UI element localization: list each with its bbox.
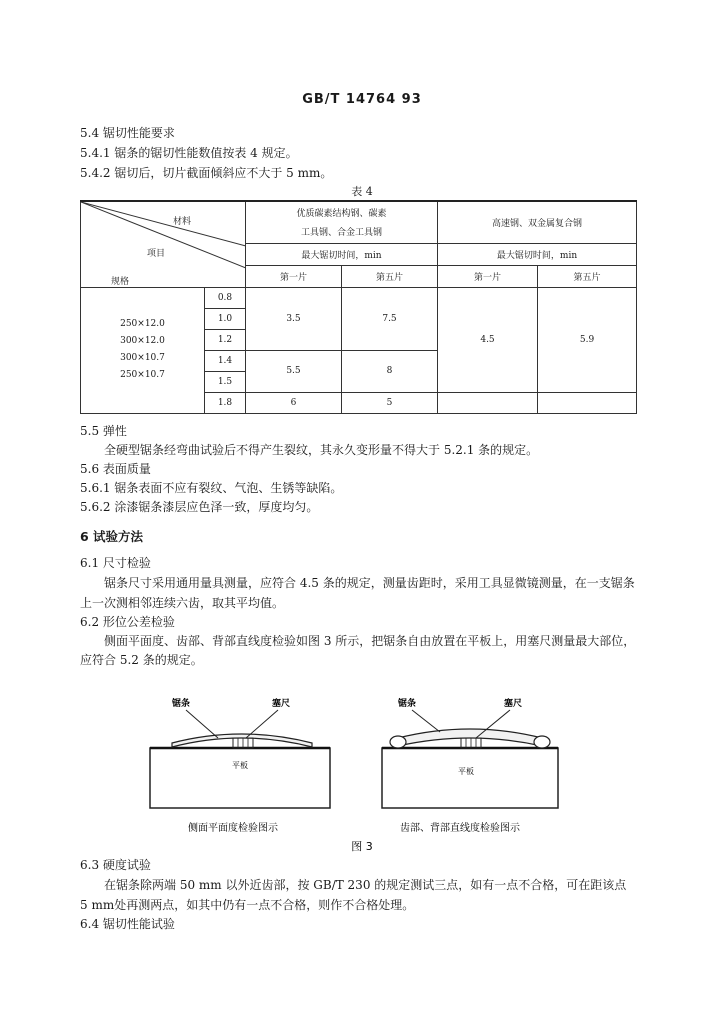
right-blade-end-left: [390, 736, 406, 748]
spec-cell: [81, 287, 205, 413]
value-cell: [538, 392, 637, 413]
section-6-4: 6.4 锯切性能试验: [80, 917, 175, 931]
diagonal-lines: [81, 202, 246, 288]
section-5-4-1: 5.4.1 锯条的锯切性能数值按表 4 规定。: [80, 146, 298, 160]
value-cell: 3.5: [246, 287, 342, 350]
left-plate: [150, 748, 330, 808]
section-6-1-text-1: 锯条尺寸采用通用量具测量，应符合 4.5 条的规定，测量齿距时，采用工具显微镜测量，在一支锯条: [104, 576, 635, 590]
left-caption: 侧面平面度检验图示: [188, 823, 278, 834]
value-cell: [438, 392, 538, 413]
g2-fifth-header: 第五片: [538, 265, 637, 287]
section-5-6-2: 5.6.2 涂漆锯条漆层应色泽一致，厚度均匀。: [80, 500, 319, 514]
section-5-5: 5.5 弹性: [80, 424, 127, 438]
value-cell: 4.5: [438, 287, 538, 392]
diagonal-header-cell: [81, 201, 246, 287]
section-5-6-1: 5.6.1 锯条表面不应有裂纹、气泡、生锈等缺陷。: [80, 481, 343, 495]
thickness-cell: 1.4: [205, 350, 246, 371]
g2-first-header: 第一片: [438, 265, 538, 287]
section-6-1-text-2: 上一次测相邻连续六齿，取其平均值。: [80, 596, 285, 610]
section-6-2-text-2: 应符合 5.2 条的规定。: [80, 653, 203, 667]
figure-caption: 图 3: [351, 840, 373, 853]
table-title: 表 4: [351, 185, 373, 198]
table-4: [80, 200, 637, 414]
group1-time-header: 最大锯切时间，min: [246, 243, 438, 265]
thickness-cell: 1.5: [205, 371, 246, 392]
thickness-cell: 1.8: [205, 392, 246, 413]
left-gauge-label: 塞尺: [272, 699, 291, 709]
value-cell: 7.5: [342, 287, 438, 350]
group2-header: 高速钢、双金属复合钢: [438, 201, 637, 243]
spec-item: 250×10.7: [120, 370, 165, 380]
section-6: 6 试验方法: [80, 529, 144, 544]
figure-3: [0, 690, 724, 860]
material-label: 材料: [173, 217, 192, 227]
value-cell: 5: [342, 392, 438, 413]
section-5-5-text: 全硬型锯条经弯曲试验后不得产生裂纹，其永久变形量不得大于 5.2.1 条的规定。: [104, 443, 539, 457]
right-illustration: [382, 697, 558, 834]
spec-label: 规格: [111, 277, 130, 287]
section-6-1: 6.1 尺寸检验: [80, 556, 151, 570]
group1-header-line-2: 工具钢、合金工具钢: [301, 228, 383, 239]
right-plate: [382, 748, 558, 808]
left-illustration: [150, 697, 330, 834]
left-blade-label: 锯条: [172, 699, 191, 709]
right-plate-label: 平板: [458, 767, 474, 776]
section-6-2: 6.2 形位公差检验: [80, 615, 175, 629]
right-blade-end-right: [534, 736, 550, 748]
left-blade: [172, 734, 312, 747]
spec-item: 300×10.7: [120, 353, 165, 363]
right-caption: 齿部、背部直线度检验图示: [400, 823, 520, 834]
section-5-4: 5.4 锯切性能要求: [80, 126, 175, 140]
section-6-3-text-1: 在锯条除两端 50 mm 以外近齿部，按 GB/T 230 的规定测试三点，如有一点不合格，可在距该点: [104, 878, 627, 892]
value-cell: 5.9: [538, 287, 637, 392]
group1-header: [246, 201, 438, 243]
group1-header-line-1: 优质碳素结构钢、碳素: [296, 209, 387, 220]
section-6-3: 6.3 硬度试验: [80, 858, 151, 872]
group2-time-header: 最大锯切时间，min: [438, 243, 637, 265]
value-cell: 6: [246, 392, 342, 413]
g1-fifth-header: 第五片: [342, 265, 438, 287]
spec-item: 300×12.0: [120, 336, 165, 346]
spec-item: 250×12.0: [120, 319, 165, 329]
thickness-cell: 1.2: [205, 329, 246, 350]
left-plate-label: 平板: [232, 761, 248, 770]
right-gauge-label: 塞尺: [504, 699, 523, 709]
value-cell: 8: [342, 350, 438, 392]
g1-first-header: 第一片: [246, 265, 342, 287]
section-6-2-text-1: 侧面平面度、齿部、背部直线度检验如图 3 所示，把锯条自由放置在平板上，用塞尺测量最大部位，: [104, 634, 636, 648]
page-header: GB/T 14764 93: [302, 92, 422, 107]
right-blade-label: 锯条: [398, 699, 417, 709]
thickness-cell: 1.0: [205, 308, 246, 329]
section-5-6: 5.6 表面质量: [80, 462, 151, 476]
thickness-cell: 0.8: [205, 287, 246, 308]
value-cell: 5.5: [246, 350, 342, 392]
section-6-3-text-2: 5 mm处再测两点，如其中仍有一点不合格，则作不合格处理。: [80, 898, 415, 912]
item-label: 项目: [147, 249, 166, 259]
section-5-4-2: 5.4.2 锯切后，切片截面倾斜应不大于 5 mm。: [80, 166, 333, 180]
